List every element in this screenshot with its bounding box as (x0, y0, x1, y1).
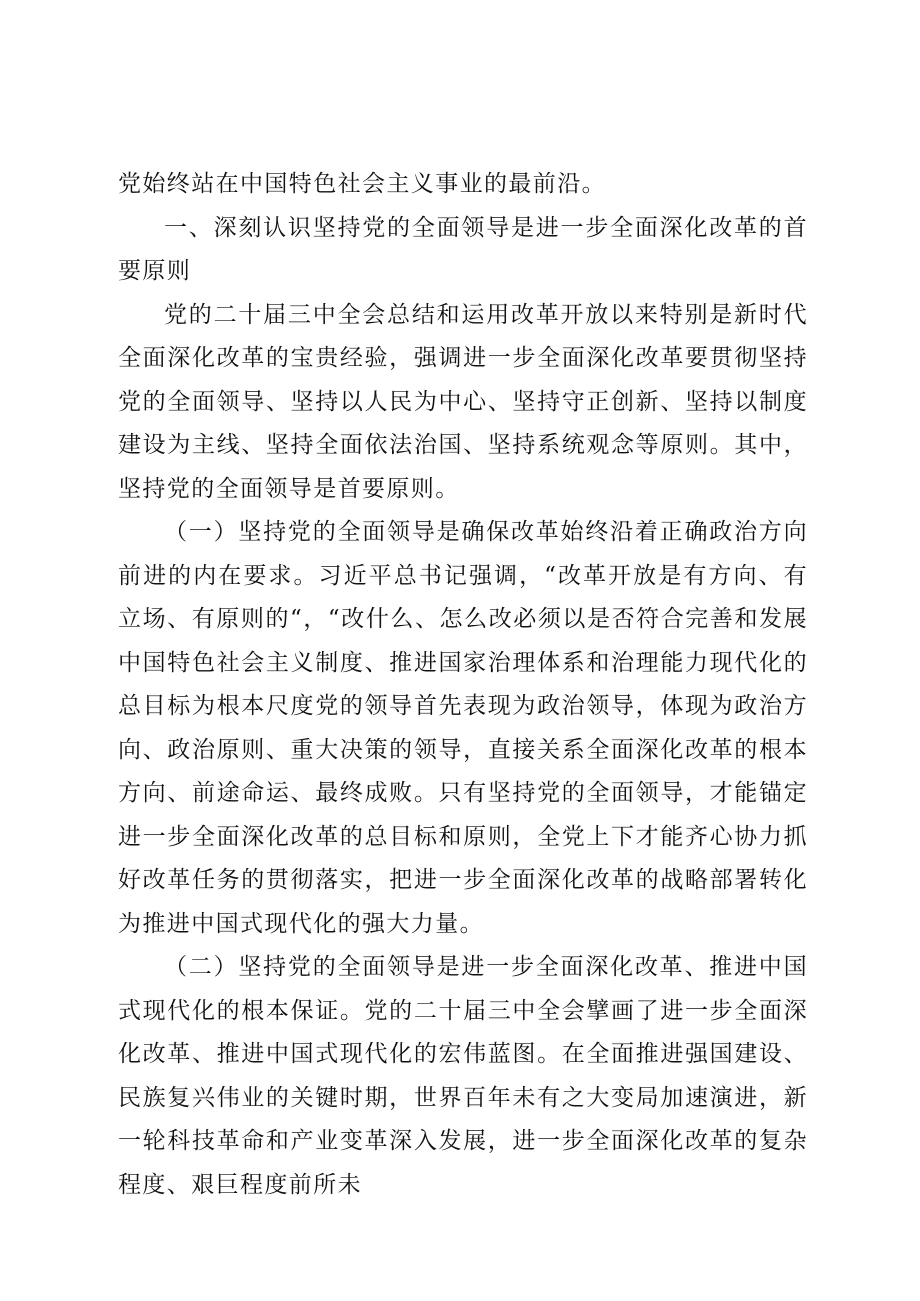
section-heading: 一、深刻认识坚持党的全面领导是进一步全面深化改革的首要原则 (118, 214, 808, 284)
paragraph-point-one: （一）坚持党的全面领导是确保改革始终沿着正确政治方向前进的内在要求。习近平总书记强调，“改革开放是有方向、有立场、有原则的“，“改什么、怎么改必须以是否符合完善和发展中国特色社会主义制度、推进国家治理体系和治理能力现代化的总目标为根本尺度党的领导首先表现为政治领导，体现为政治方向、政治原则、重大决策的领导，直接关系全面深化改革的根本方向、前途命运、最终成败。只有坚持党的全面领导，才能锚定进一步全面深化改革的总目标和原则，全党上下才能齐心协力抓好改革任务的贯彻落实，把进一步全面深化改革的战略部署转化为推进中国式现代化的强大力量。 (118, 519, 808, 937)
paragraph-intro: 党的二十届三中全会总结和运用改革开放以来特别是新时代全面深化改革的宝贵经验，强调进一步全面深化改革要贯彻坚持党的全面领导、坚持以人民为中心、坚持守正创新、坚持以制度建设为主线、坚持全面依法治国、坚持系统观念等原则。其中，坚持党的全面领导是首要原则。 (118, 301, 808, 502)
paragraph-point-two: （二）坚持党的全面领导是进一步全面深化改革、推进中国式现代化的根本保证。党的二十届三中全会擘画了进一步全面深化改革、推进中国式现代化的宏伟蓝图。在全面推进强国建设、民族复兴伟业的关键时期，世界百年未有之大变局加速演进，新一轮科技革命和产业变革深入发展，进一步全面深化改革的复杂程度、艰巨程度前所未 (118, 954, 808, 1198)
document-body (118, 163, 808, 1207)
paragraph-continuation: 党始终站在中国特色社会主义事业的最前沿。 (118, 171, 606, 197)
